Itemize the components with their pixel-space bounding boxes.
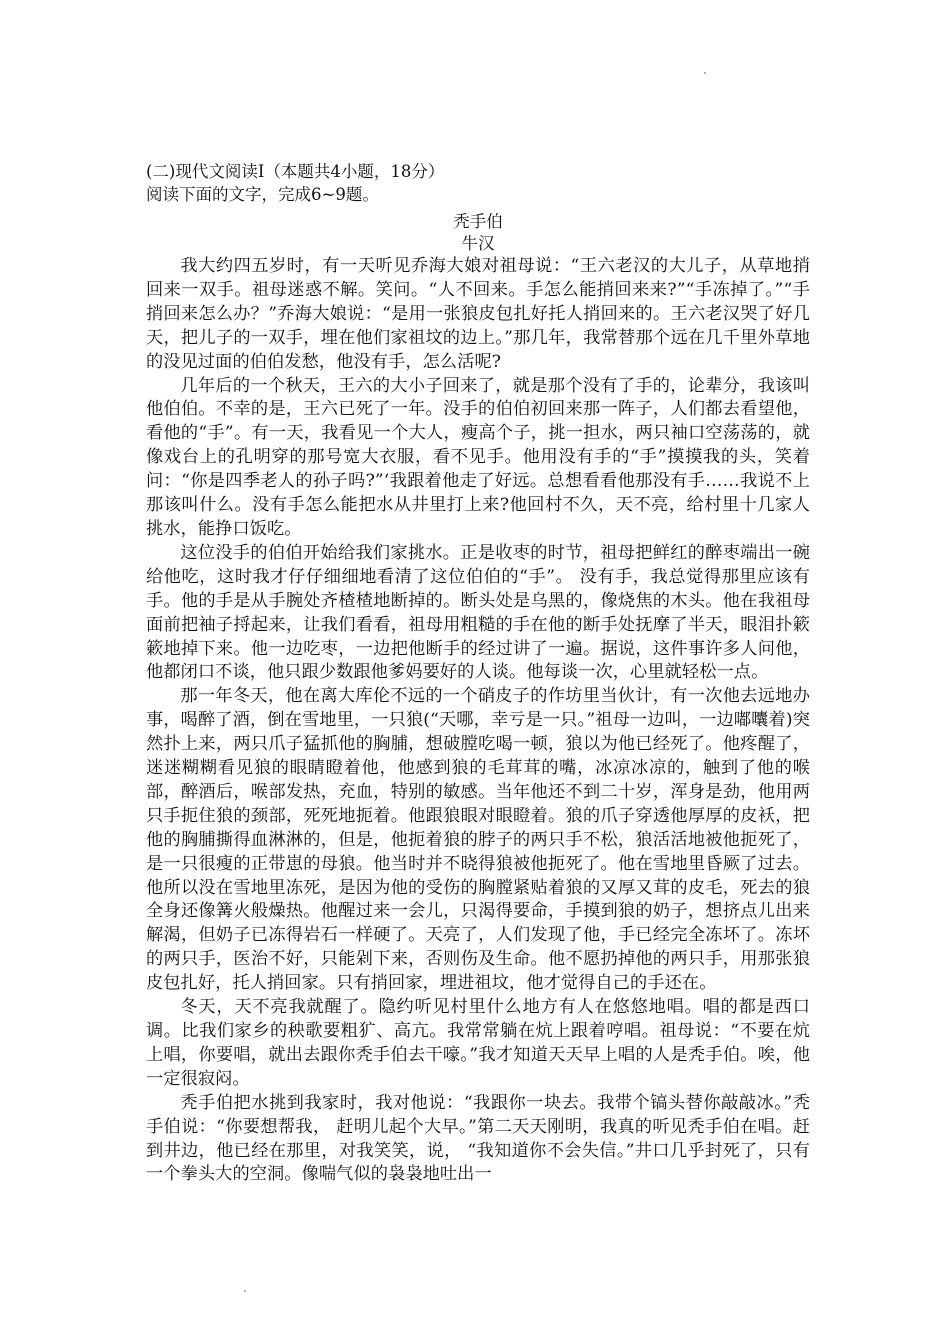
article-title: 秃手伯 — [453, 212, 503, 231]
scan-speck — [244, 1290, 246, 1292]
paragraph: 秃手伯把水挑到我家时，我对他说：“我跟你一块去。我带个镐头替你敲敲冰。”秃手伯说：“你要想帮我， 赶明儿起个大早。”第二天天刚明，我真的听见秃手伯在唱。赶到井边，他已经在那里，对我笑笑，说， “我知道你不会失信。”井口几乎封死了，只有一个拳头大的空洞。像喘气似的袅袅地吐出一 — [146, 1092, 810, 1185]
paragraph: 几年后的一个秋天，王六的大小子回来了，就是那个没有了手的，论辈分，我该叫他伯伯。不幸的是，王六已死了一年。没手的伯伯初回来那一阵子，人们都去看望他，看他的“手”。有一天，我看见一个大人，瘦高个子，挑一担水，两只袖口空荡荡的，就像戏台上的孔明穿的那号宽大衣服，看不见手。他用没有手的“手”摸摸我的头，笑着问：“你是四季老人的孙子吗?”‘我跟着他走了好远。总想看看他那没有手……我说不上那该叫什么。没有手怎么能把水从井里打上来?他回村不久，天不亮，给村里十几家人挑水，能挣口饭吃。 — [146, 375, 810, 539]
paragraph: 冬天，天不亮我就醒了。隐约听见村里什么地方有人在悠悠地唱。唱的都是西口调。比我们家乡的秧歌要粗犷、高亢。我常常躺在炕上跟着哼唱。祖母说：“不要在炕上唱，你要唱，就出去跟你秃手伯去干嚎。”我才知道天天早上唱的人是秃手伯。唉，他一定很寂闷。 — [146, 997, 810, 1089]
article-author: 牛汉 — [461, 234, 495, 253]
section-heading: (二)现代文阅读Ⅰ（本题共4小题，18分） — [146, 162, 445, 181]
paragraph: 那一年冬天，他在离大库伦不远的一个硝皮子的作坊里当伙计，有一次他去远地办事，喝醉了酒，倒在雪地里，一只狼(“天哪，幸亏是一只。”祖母一边叫，一边嘟囔着)突然扑上来，两只爪子猛抓他的胸脯，想破膛吃喝一顿，狼以为他已经死了。他疼醒了，迷迷糊糊看见狼的眼睛瞪着他，他感到狼的毛茸茸的嘴，冰凉冰凉的，触到了他的喉部，醉酒后，喉部发热，充血，特别的敏感。当年他还不到二十岁，浑身是劲，他用两只手扼住狼的颈部，死死地扼着。他跟狼眼对眼瞪着。狼的爪子穿透他厚厚的皮袄，把他的胸脯撕得血淋淋的，但是，他扼着狼的脖子的两只手不松，狼活活地被他扼死了，是一只很瘦的正带崽的母狼。他当时并不晓得狼被他扼死了。他在雪地里昏厥了过去。他所以没在雪地里冻死，是因为他的受伤的胸膛紧贴着狼的又厚又茸的皮毛，死去的狼全身还像篝火般燥热。他醒过来一会儿，只渴得要命，手摸到狼的奶子，想挤点儿出来解渴，但奶子已冻得岩石一样硬了。天亮了，人们发现了他，手已经完全冻坏了。冻坏的两只手，医治不好，只能剁下来，否则伤及生命。他不愿扔掉他的两只手，用那张狼皮包扎好，托人捎回家。只有捎回家，埋进祖坟，他才觉得自己的手还在。 — [146, 686, 810, 994]
article-body — [146, 255, 810, 1187]
paragraph: 我大约四五岁时，有一天听见乔海大娘对祖母说：“王六老汉的大儿子，从草地捎回来一双手。祖母迷惑不解。笑问。“人不回来。手怎么能捎回来来?”“手冻掉了。”“手捎回来怎么办？”乔海大娘说：“是用一张狼皮包扎好托人捎回来的。王六老汉哭了好几天，把儿子的一双手，埋在他们家祖坟的边上。”那几年，我常替那个远在几千里外草地的没见过面的伯伯发愁，他没有手，怎么活呢? — [146, 256, 810, 372]
scan-speck — [704, 72, 706, 74]
paragraph: 这位没手的伯伯开始给我们家挑水。正是收枣的时节，祖母把鲜红的醉枣端出一碗给他吃，这时我才仔仔细细地看清了这位伯伯的“手”。 没有手，我总觉得那里应该有手。他的手是从手腕处齐楂楂地断掉的。断头处是乌黑的，像烧焦的木头。他在我祖母面前把袖子捋起来，让我们看看，祖母用粗糙的手在他的断手处抚摩了半天，眼泪扑簌簌地掉下来。他一边吃枣，一边把他断手的经过讲了一遍。据说，这件事许多人问他，他都闭口不谈，他只跟少数跟他爹妈要好的人谈。他每谈一次，心里就轻松一点。 — [146, 542, 810, 683]
document-page — [146, 160, 810, 1187]
reading-instruction: 阅读下面的文字，完成6~9题。 — [146, 185, 379, 204]
